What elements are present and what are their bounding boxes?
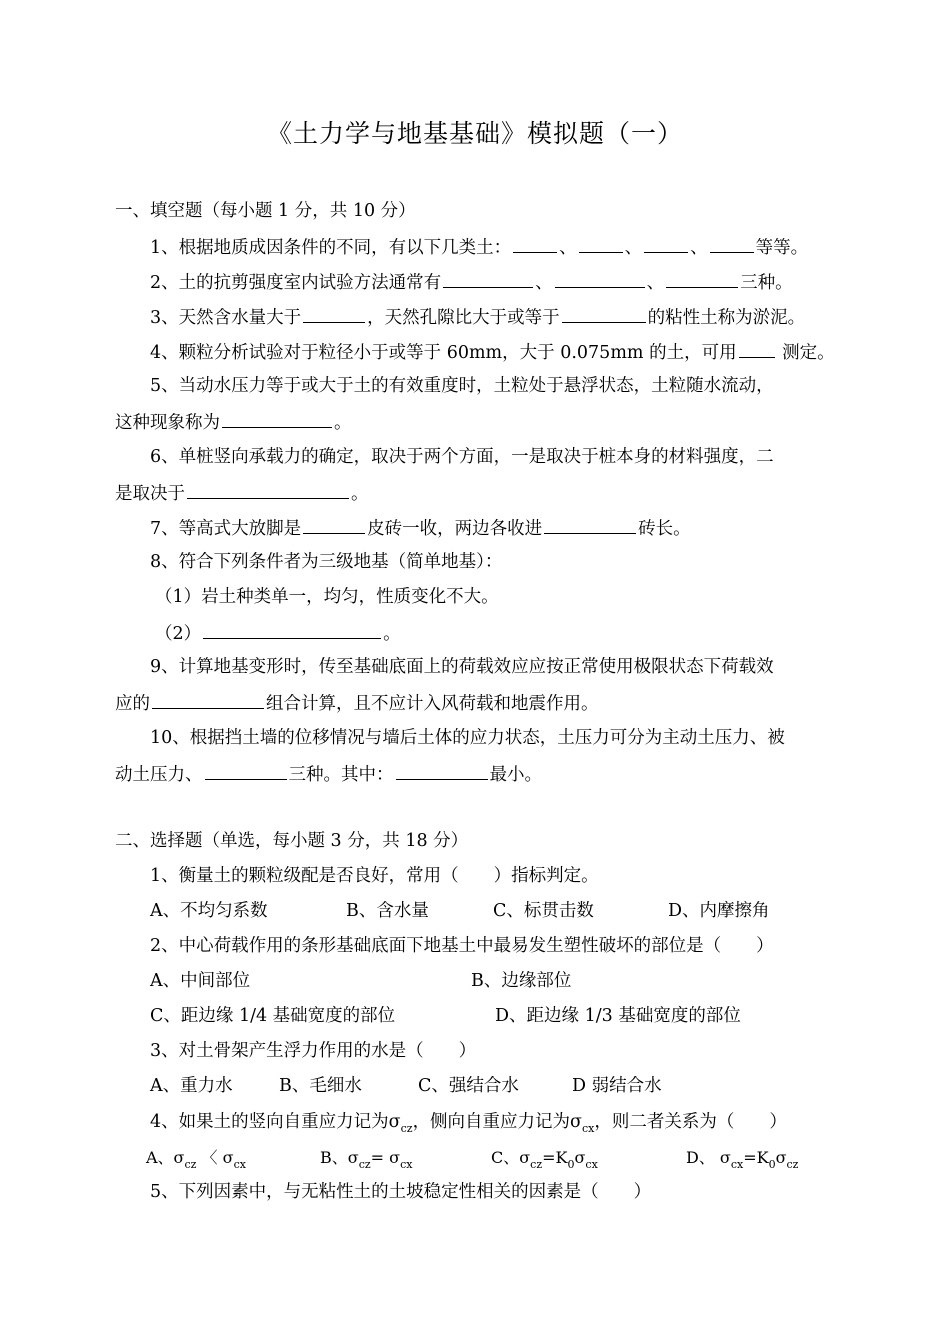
- fill-question-8: 8、符合下列条件者为三级地基（简单地基）：: [150, 552, 503, 572]
- answer-blank[interactable]: [544, 515, 636, 534]
- answer-blank[interactable]: [443, 269, 533, 288]
- fill-question-1: 1、根据地质成因条件的不同，有以下几类土： 、 、 、 等等。: [150, 234, 808, 260]
- choice-question-2: 2、中心荷载作用的条形基础底面下地基土中最易发生塑性破坏的部位是（ ）: [150, 936, 774, 956]
- answer-blank[interactable]: [579, 234, 623, 253]
- choice-option-a[interactable]: A、重力水: [150, 1076, 233, 1096]
- fill-question-9-line1: 9、计算地基变形时，传至基础底面上的荷载效应应按正常使用极限状态下荷载效: [150, 657, 774, 677]
- choice-option-d[interactable]: D、距边缘 1/3 基础宽度的部位: [495, 1006, 741, 1026]
- choice-option-a[interactable]: A、中间部位: [150, 971, 251, 991]
- fill-question-5-line2: 这种现象称为 。: [115, 409, 352, 435]
- choice-question-5: 5、下列因素中，与无粘性土的土坡稳定性相关的因素是（ ）: [150, 1182, 652, 1202]
- answer-blank[interactable]: [555, 269, 645, 288]
- fill-question-4: 4、颗粒分析试验对于粒径小于或等于 60mm，大于 0.075mm 的土，可用 测定。: [150, 339, 835, 365]
- answer-blank[interactable]: [203, 620, 381, 639]
- answer-blank[interactable]: [710, 234, 754, 253]
- answer-blank[interactable]: [303, 304, 365, 323]
- answer-blank[interactable]: [666, 269, 738, 288]
- choice-option-d[interactable]: D、内摩擦角: [668, 901, 770, 921]
- answer-blank[interactable]: [303, 515, 365, 534]
- fill-question-7: 7、等高式大放脚是 皮砖一收，两边各收进 砖长。: [150, 515, 691, 541]
- choice-question-4: 4、如果土的竖向自重应力记为$\sigma_{cz}$，侧向自重应力记为$\sigma_{cx}$，则二者关系为（ ）: [150, 1112, 787, 1135]
- choice-option-c[interactable]: C、标贯击数: [493, 901, 594, 921]
- choice-option-a[interactable]: A、$\sigma_{cz}$ 〈 $\sigma_{cx}$: [146, 1148, 246, 1171]
- choice-option-b[interactable]: B、$\sigma_{cz}= \sigma_{cx}$: [320, 1148, 413, 1171]
- choice-option-b[interactable]: B、含水量: [346, 901, 429, 921]
- fill-question-10-line2: 动土压力、 三种。其中： 最小。: [115, 761, 542, 787]
- answer-blank[interactable]: [562, 304, 646, 323]
- fill-question-2: 2、土的抗剪强度室内试验方法通常有 、 、 三种。: [150, 269, 793, 295]
- answer-blank[interactable]: [644, 234, 688, 253]
- fill-question-5-line1: 5、当动水压力等于或大于土的有效重度时，土粒处于悬浮状态，土粒随水流动，: [150, 376, 774, 396]
- answer-blank[interactable]: [152, 690, 264, 709]
- fill-question-6-line1: 6、单桩竖向承载力的确定，取决于两个方面，一是取决于桩本身的材料强度，二: [150, 447, 774, 467]
- page-title: 《土力学与地基基础》模拟题（一）: [266, 119, 683, 148]
- choice-option-b[interactable]: B、边缘部位: [471, 971, 572, 991]
- fill-question-3: 3、天然含水量大于 ，天然孔隙比大于或等于 的粘性土称为淤泥。: [150, 304, 805, 330]
- answer-blank[interactable]: [396, 761, 488, 780]
- fill-question-6-line2: 是取决于 。: [115, 480, 369, 506]
- choice-option-a[interactable]: A、不均匀系数: [150, 901, 268, 921]
- choice-question-3: 3、对土骨架产生浮力作用的水是（ ）: [150, 1041, 477, 1061]
- section1-heading: 一、填空题（每小题 1 分，共 10 分）: [115, 201, 416, 221]
- fill-question-10-line1: 10、根据挡土墙的位移情况与墙后土体的应力状态，土压力可分为主动土压力、被: [150, 728, 785, 748]
- choice-option-d[interactable]: D、 $\sigma_{cx}=K_0\sigma_{cz}$: [686, 1148, 799, 1171]
- choice-option-c[interactable]: C、$\sigma_{cz}=K_0\sigma_{cx}$: [491, 1148, 598, 1171]
- choice-option-b[interactable]: B、毛细水: [279, 1076, 362, 1096]
- choice-option-c[interactable]: C、距边缘 1/4 基础宽度的部位: [150, 1006, 396, 1026]
- answer-blank[interactable]: [222, 409, 332, 428]
- fill-question-8-item2: （2） 。: [155, 620, 401, 646]
- answer-blank[interactable]: [187, 480, 349, 499]
- choice-option-c[interactable]: C、强结合水: [418, 1076, 519, 1096]
- choice-question-1: 1、衡量土的颗粒级配是否良好，常用（ ）指标判定。: [150, 866, 599, 886]
- fill-question-8-item1: （1）岩土种类单一，均匀，性质变化不大。: [155, 587, 499, 607]
- answer-blank[interactable]: [205, 761, 287, 780]
- section2-heading: 二、选择题（单选，每小题 3 分，共 18 分）: [115, 831, 469, 851]
- answer-blank[interactable]: [513, 234, 557, 253]
- fill-question-9-line2: 应的 组合计算，且不应计入风荷载和地震作用。: [115, 690, 599, 716]
- choice-option-d[interactable]: D 弱结合水: [572, 1076, 662, 1096]
- answer-blank[interactable]: [739, 339, 775, 358]
